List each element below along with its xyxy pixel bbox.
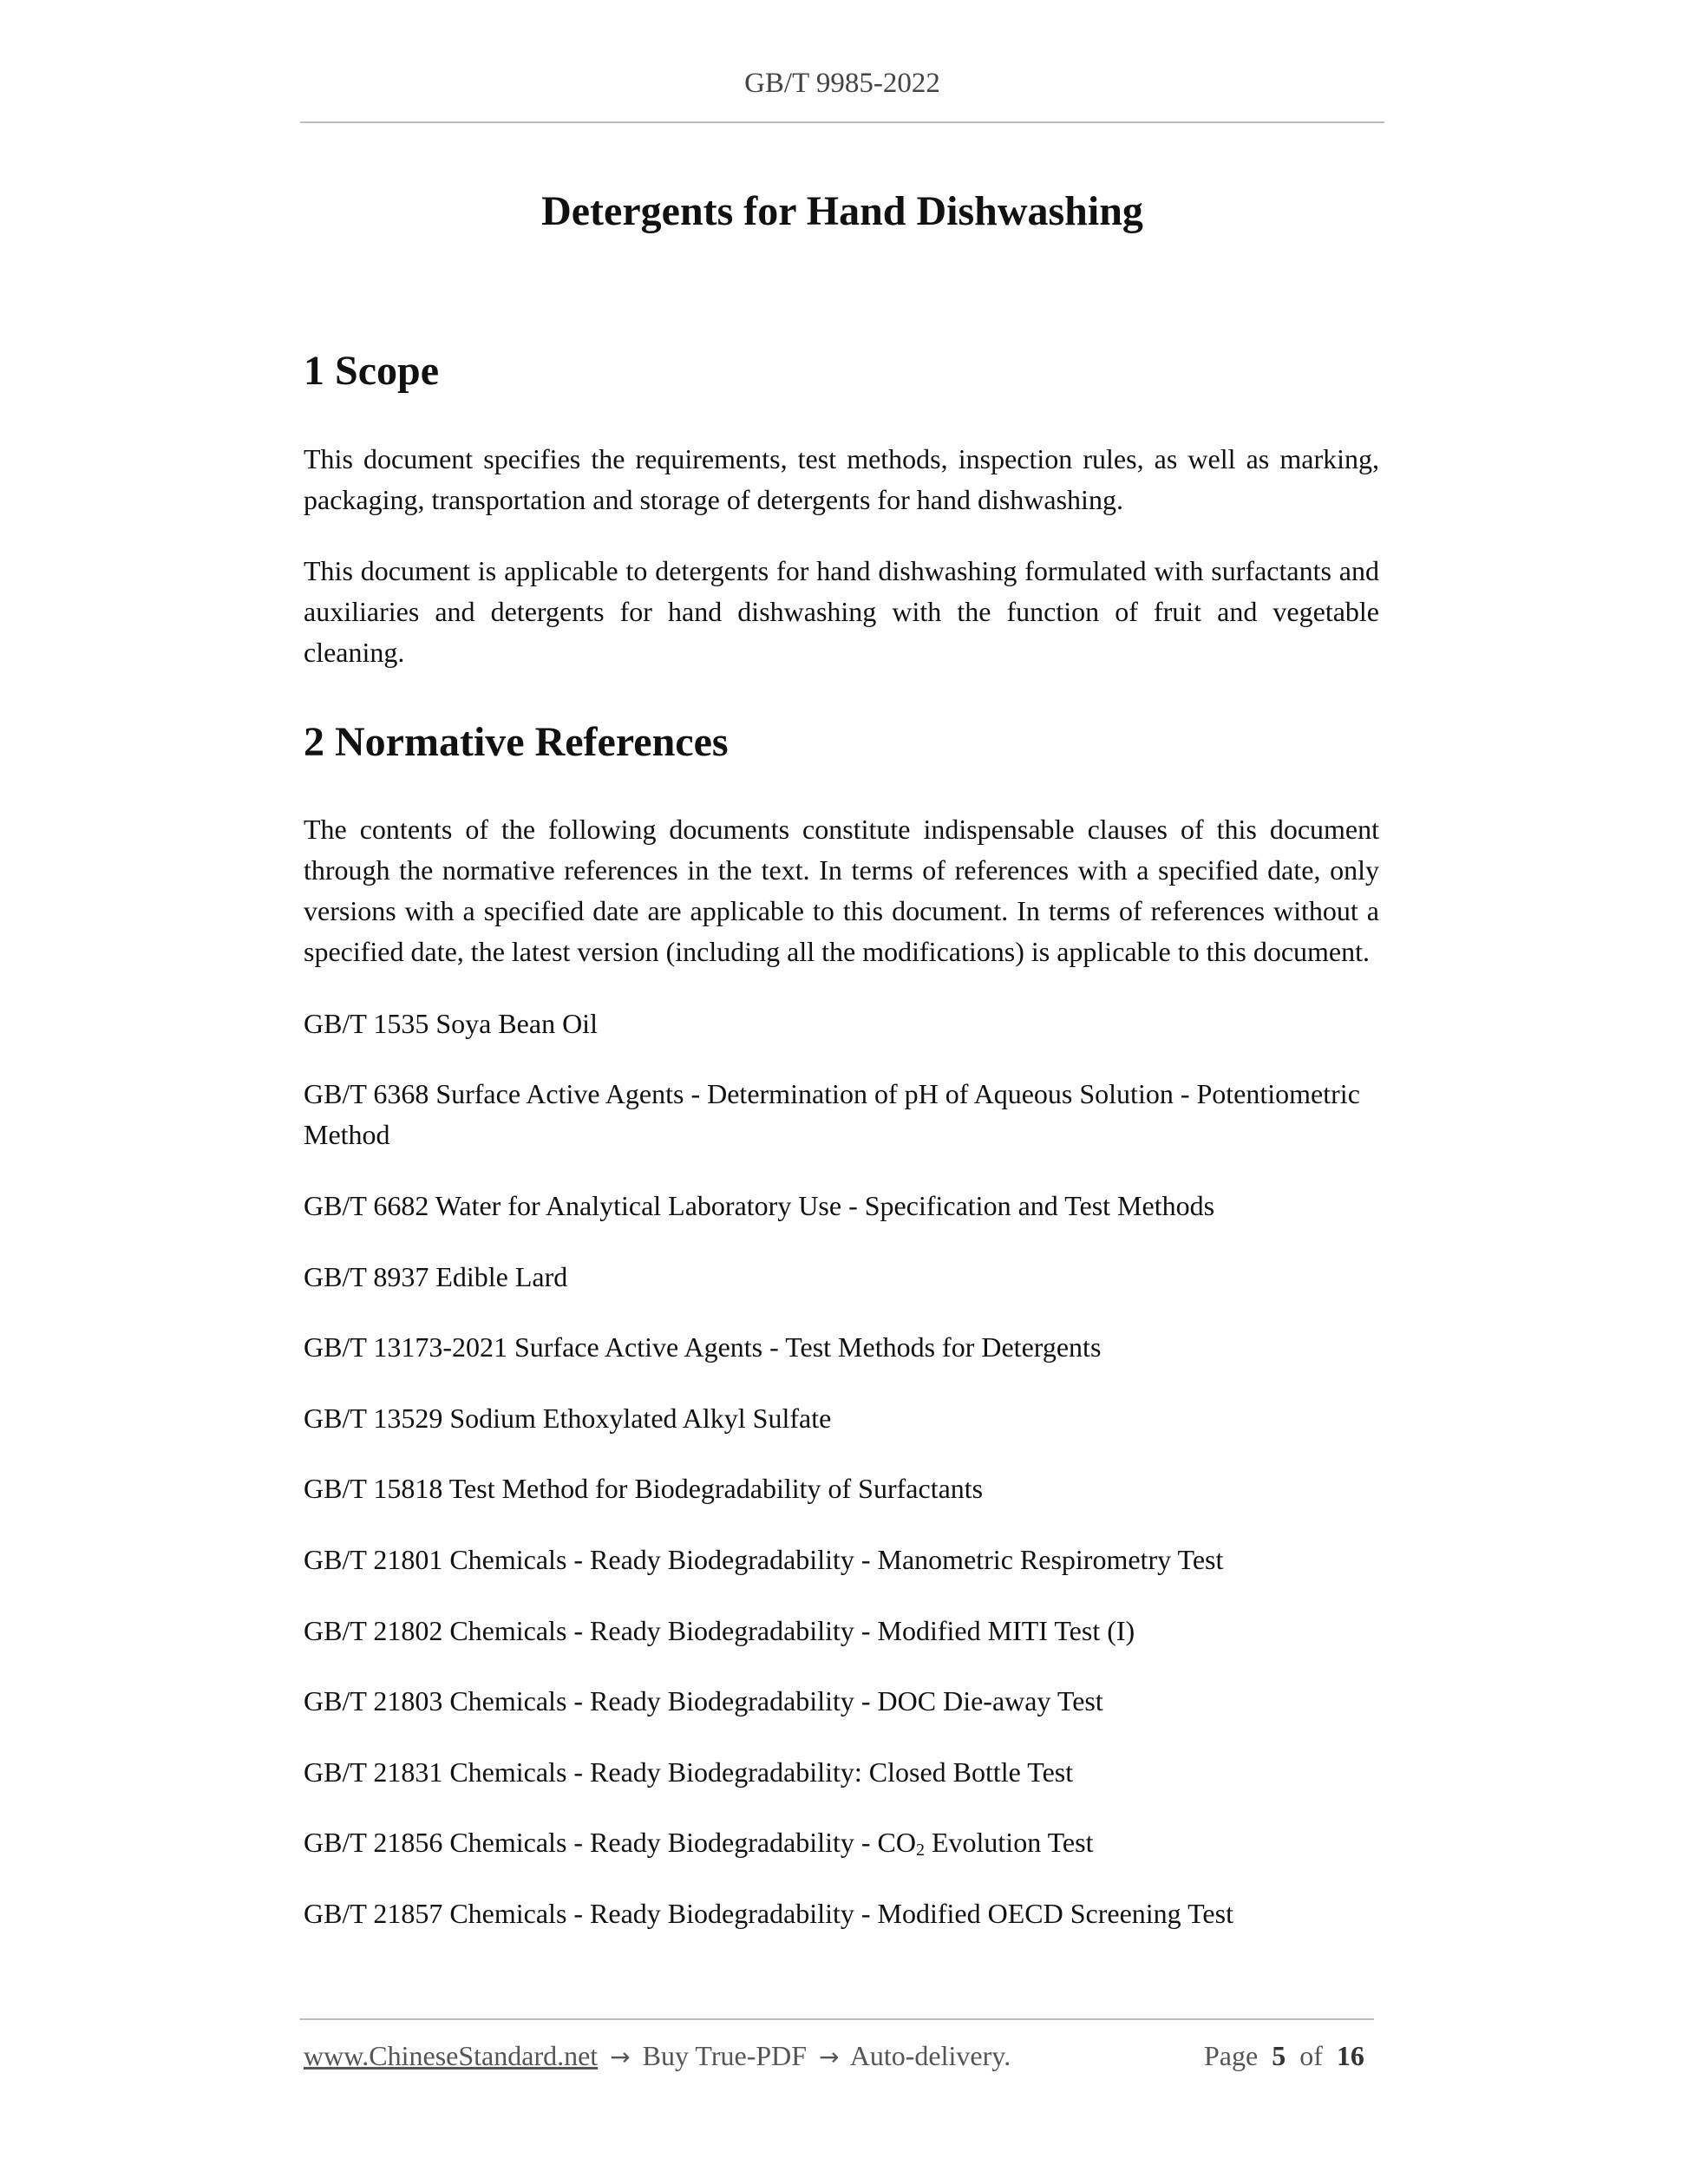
normative-references-paragraph: The contents of the following documents constitute indispensable clauses of this document through the normative references in the text. In terms of references with a specified date, only versions with a specified date are applicable to this document. In terms of references without a specified date, the latest version (including all the modifications) is applicable to this document. — [304, 814, 1379, 967]
reference-item: GB/T 21802 Chemicals - Ready Biodegradability - Modified MITI Test (I) — [304, 1615, 1135, 1646]
page-label: Page — [1204, 2040, 1259, 2071]
header-divider — [300, 121, 1384, 123]
footer-divider — [300, 2018, 1374, 2020]
reference-text-suffix: Evolution Test — [924, 1827, 1094, 1858]
reference-item — [304, 1822, 1379, 1871]
auto-delivery-text: Auto-delivery. — [849, 2040, 1011, 2071]
reference-item: GB/T 1535 Soya Bean Oil — [304, 1008, 598, 1039]
buy-true-pdf-text: Buy True-PDF — [642, 2040, 808, 2071]
reference-item: GB/T 6682 Water for Analytical Laboratory Use - Specification and Test Methods — [304, 1190, 1215, 1221]
reference-item: GB/T 21801 Chemicals - Ready Biodegradability - Manometric Respirometry Test — [304, 1544, 1224, 1575]
reference-item: GB/T 21803 Chemicals - Ready Biodegradability - DOC Die-away Test — [304, 1685, 1103, 1716]
reference-item: GB/T 21857 Chemicals - Ready Biodegradability - Modified OECD Screening Test — [304, 1898, 1233, 1929]
reference-item: GB/T 15818 Test Method for Biodegradability of Surfactants — [304, 1473, 984, 1504]
document-title: Detergents for Hand Dishwashing — [541, 188, 1143, 234]
section-heading-normative-references: 2 Normative References — [304, 719, 729, 765]
scope-paragraph-1: This document specifies the requirements, test methods, inspection rules, as well as marking, packaging, transportation and storage of detergents for hand dishwashing. — [304, 443, 1379, 515]
site-link[interactable]: www.ChineseStandard.net — [304, 2040, 599, 2071]
section-heading-scope: 1 Scope — [304, 348, 439, 394]
subscript-two: 2 — [915, 1841, 925, 1860]
reference-item: GB/T 13529 Sodium Ethoxylated Alkyl Sulfate — [304, 1403, 832, 1434]
page-of-label: of — [1299, 2040, 1323, 2071]
arrow-right-icon: → — [610, 2043, 631, 2071]
page-current: 5 — [1272, 2040, 1286, 2071]
reference-text: GB/T 21856 Chemicals - Ready Biodegradability - CO — [304, 1827, 916, 1858]
page-header: GB/T 9985-2022 — [744, 68, 940, 99]
scope-paragraph-2: This document is applicable to detergents for hand dishwashing formulated with surfactants and auxiliaries and detergents for hand dishwashing with the function of fruit and vegetable cleaning. — [304, 555, 1379, 668]
arrow-right-icon: → — [819, 2043, 840, 2071]
reference-item: GB/T 6368 Surface Active Agents - Determination of pH of Aqueous Solution - Potentiometric Method — [304, 1078, 1360, 1150]
reference-item: GB/T 21831 Chemicals - Ready Biodegradability: Closed Bottle Test — [304, 1756, 1074, 1788]
reference-item: GB/T 13173-2021 Surface Active Agents - Test Methods for Detergents — [304, 1331, 1102, 1363]
reference-item: GB/T 8937 Edible Lard — [304, 1261, 568, 1292]
page-total: 16 — [1336, 2040, 1364, 2071]
footer-promo — [304, 2040, 1011, 2072]
page-indicator — [1204, 2040, 1371, 2072]
